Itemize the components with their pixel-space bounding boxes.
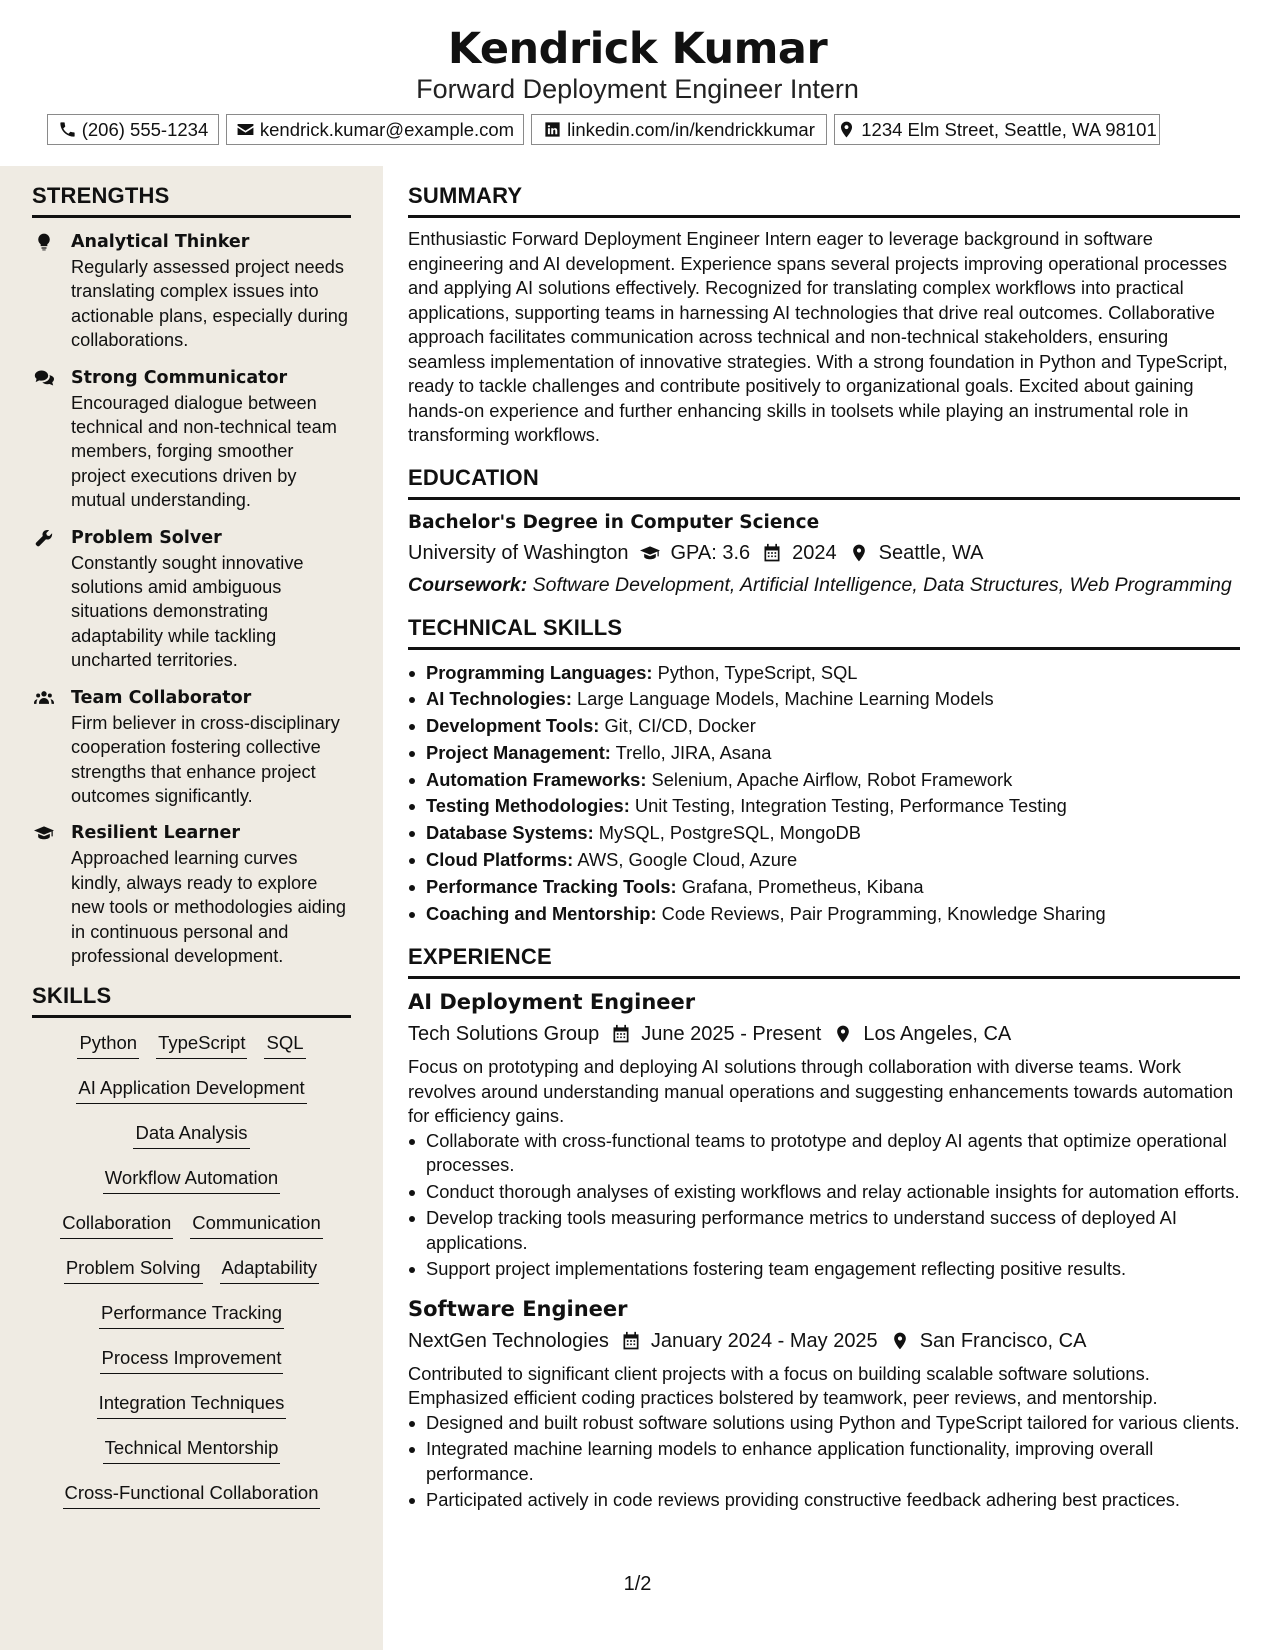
calendar-icon — [762, 543, 782, 563]
experience-heading: EXPERIENCE — [408, 943, 1240, 979]
candidate-role: Forward Deployment Engineer Intern — [416, 74, 859, 104]
skill-category: Programming Languages: — [426, 661, 653, 683]
skill-tag: Collaboration — [60, 1210, 173, 1239]
linkedin-text: linkedin.com/in/kendrickkumar — [567, 118, 815, 140]
education-heading: EDUCATION — [408, 464, 1240, 500]
list-item — [408, 847, 1240, 874]
strength-title: Analytical Thinker — [71, 232, 250, 252]
list-item: Develop tracking tools measuring performance metrics to understand success of deployed AI applications. — [408, 1206, 1240, 1255]
skill-tag: Workflow Automation — [103, 1165, 280, 1194]
sidebar — [0, 166, 383, 1650]
list-item — [408, 874, 1240, 901]
skill-category: Testing Methodologies: — [426, 795, 630, 817]
strength-item — [32, 821, 351, 968]
skill-tag: AI Application Development — [76, 1075, 306, 1104]
list-item — [408, 713, 1240, 740]
users-icon — [32, 688, 56, 708]
strengths-list — [32, 230, 351, 968]
technical-skills-section — [408, 614, 1240, 928]
list-item — [408, 686, 1240, 713]
lightbulb-icon — [32, 232, 56, 252]
candidate-name: Kendrick Kumar — [447, 24, 828, 74]
job-description: Contributed to significant client projects with a focus on building scalable software solutions. Emphasized efficient coding practices bolstered by teamwork, peer reviews, and mentorship. — [408, 1362, 1158, 1409]
list-item: Designed and built robust software solutions using Python and TypeScript tailored for various clients. — [408, 1411, 1240, 1436]
skills-list — [32, 1030, 351, 1525]
envelope-icon — [236, 120, 255, 139]
gpa: GPA: 3.6 — [670, 541, 751, 564]
strength-desc: Approached learning curves kindly, always ready to explore new tools or methodologies aiding in continuous personal and professional development. — [71, 848, 347, 966]
list-item — [408, 660, 1240, 687]
graduation-year: 2024 — [792, 541, 837, 564]
skill-values: Selenium, Apache Airflow, Robot Framework — [651, 768, 1013, 790]
map-marker-icon — [849, 543, 869, 563]
list-item — [408, 820, 1240, 847]
skill-category: Cloud Platforms: — [426, 849, 574, 871]
experience-section — [408, 943, 1240, 1513]
map-marker-icon — [837, 120, 856, 139]
list-item — [408, 901, 1240, 928]
list-item: Integrated machine learning models to enhance application functionality, improving overall performance. — [408, 1437, 1240, 1486]
company-name: Tech Solutions Group — [408, 1023, 600, 1046]
contact-linkedin[interactable] — [531, 114, 827, 145]
skill-values: AWS, Google Cloud, Azure — [577, 849, 798, 871]
map-marker-icon — [890, 1331, 910, 1351]
skill-category: Performance Tracking Tools: — [426, 875, 677, 897]
strength-desc: Firm believer in cross-disciplinary cooperation fostering collective strengths that enhance project outcomes significantly. — [71, 712, 340, 806]
summary-text: Enthusiastic Forward Deployment Engineer Intern eager to leverage background in software engineering and AI development. Experience spans several projects improving operational processes and applying AI solutions effectively. Recognized for translating complex workflows into practical applications, supporting teams in harnessing AI technologies that drive real outcomes. Collaborative approach facilitates communication across technical and non-technical stakeholders, ensuring seamless implementation of innovative strategies. With a strong foundation in Python and TypeScript, ready to tackle challenges and contribute positively to organizational goals. Excited about gaining hands-on experience and further enhancing skills in toolsets while playing an instrumental role in transforming workflows. — [408, 228, 1228, 445]
skill-tag: Cross-Functional Collaboration — [63, 1480, 321, 1509]
skills-heading: SKILLS — [32, 982, 351, 1018]
education-meta — [408, 538, 1240, 568]
skill-tag: Process Improvement — [100, 1345, 284, 1374]
wrench-icon — [32, 528, 56, 548]
skill-tag: Python — [77, 1030, 139, 1059]
email-text: kendrick.kumar@example.com — [259, 118, 515, 140]
skill-tag: TypeScript — [156, 1030, 247, 1059]
strength-title: Problem Solver — [71, 527, 222, 548]
contact-phone[interactable] — [47, 114, 219, 145]
strength-title: Team Collaborator — [71, 687, 252, 708]
technical-skills-heading: TECHNICAL SKILLS — [408, 614, 1240, 650]
skill-values: MySQL, PostgreSQL, MongoDB — [598, 822, 861, 844]
strength-title: Resilient Learner — [71, 823, 240, 844]
coursework-label: Coursework: — [408, 573, 528, 596]
skill-category: Coaching and Mentorship: — [426, 902, 657, 924]
job-title: AI Deployment Engineer — [408, 990, 696, 1015]
school-name: University of Washington — [408, 541, 629, 564]
graduation-cap-icon — [32, 823, 56, 843]
technical-skills-list — [408, 660, 1240, 928]
calendar-icon — [611, 1024, 631, 1044]
job-dates: January 2024 - May 2025 — [650, 1329, 878, 1352]
strength-item — [32, 230, 351, 353]
map-marker-icon — [833, 1024, 853, 1044]
skill-category: Development Tools: — [426, 715, 600, 737]
contact-bar — [47, 114, 1222, 145]
job-meta — [408, 1019, 1240, 1049]
resume-header — [0, 0, 1275, 166]
education-section — [408, 464, 1240, 598]
skill-tag: Technical Mentorship — [103, 1435, 281, 1464]
strength-desc: Encouraged dialogue between technical and non-technical team members, forging smoother project executions driven by mutual understanding. — [71, 392, 337, 511]
list-item: Support project implementations fostering team engagement reflecting positive results. — [408, 1257, 1240, 1282]
skill-tag: Integration Techniques — [97, 1390, 287, 1419]
coursework — [408, 573, 1240, 598]
phone-text: (206) 555-1234 — [81, 118, 209, 140]
skill-category: Project Management: — [426, 741, 611, 763]
strength-item — [32, 526, 351, 673]
list-item: Conduct thorough analyses of existing workflows and relay actionable insights for automation efforts. — [408, 1180, 1240, 1205]
strength-item — [32, 366, 351, 513]
comments-icon — [32, 368, 56, 388]
strengths-heading: STRENGTHS — [32, 182, 351, 218]
coursework-list: Software Development, Artificial Intelligence, Data Structures, Web Programming — [532, 573, 1232, 596]
skill-category: AI Technologies: — [426, 688, 572, 710]
skill-tag: Adaptability — [220, 1255, 320, 1284]
list-item: Participated actively in code reviews providing constructive feedback adhering best practices. — [408, 1488, 1240, 1513]
phone-icon — [58, 120, 77, 139]
skill-values: Large Language Models, Machine Learning Models — [577, 688, 994, 710]
job-location: San Francisco, CA — [919, 1329, 1087, 1352]
calendar-icon — [621, 1331, 641, 1351]
graduation-cap-icon — [640, 543, 660, 563]
skill-values: Code Reviews, Pair Programming, Knowledge Sharing — [661, 902, 1106, 924]
main-column — [408, 166, 1240, 1515]
skill-tag: Problem Solving — [64, 1255, 203, 1284]
skill-category: Automation Frameworks: — [426, 768, 647, 790]
list-item — [408, 767, 1240, 794]
skill-values: Python, TypeScript, SQL — [657, 661, 858, 683]
skill-tag: Performance Tracking — [99, 1300, 284, 1329]
skill-values: Grafana, Prometheus, Kibana — [681, 875, 924, 897]
list-item — [408, 793, 1240, 820]
job-meta — [408, 1326, 1240, 1356]
skill-tag: Communication — [190, 1210, 323, 1239]
strength-item — [32, 686, 351, 809]
summary-section — [408, 182, 1240, 448]
skill-values: Unit Testing, Integration Testing, Performance Testing — [634, 795, 1067, 817]
contact-address — [834, 114, 1160, 145]
degree-title: Bachelor's Degree in Computer Science — [408, 511, 820, 533]
list-item: Collaborate with cross-functional teams to prototype and deploy AI agents that optimize operational processes. — [408, 1129, 1240, 1178]
linkedin-icon — [543, 120, 562, 139]
job-dates: June 2025 - Present — [641, 1023, 822, 1046]
job-description: Focus on prototyping and deploying AI solutions through collaboration with diverse teams. Work revolves around understanding manual operations and suggesting enhancements towards automation for efficiency gains. — [408, 1056, 1234, 1127]
job-bullets — [408, 1411, 1240, 1513]
skill-values: Trello, JIRA, Asana — [615, 741, 772, 763]
list-item — [408, 740, 1240, 767]
strength-desc: Regularly assessed project needs translating complex issues into actionable plans, especially during collaborations. — [71, 257, 349, 351]
skill-values: Git, CI/CD, Docker — [604, 715, 756, 737]
strength-desc: Constantly sought innovative solutions amid ambiguous situations demonstrating adaptability while tackling uncharted territories. — [71, 552, 304, 671]
summary-heading: SUMMARY — [408, 182, 1240, 218]
address-text: 1234 Elm Street, Seattle, WA 98101 — [861, 118, 1157, 140]
job-title: Software Engineer — [408, 1296, 628, 1321]
company-name: NextGen Technologies — [408, 1329, 609, 1352]
job-bullets — [408, 1129, 1240, 1282]
job-location: Los Angeles, CA — [863, 1023, 1012, 1046]
skill-tag: SQL — [264, 1030, 305, 1059]
contact-email[interactable] — [226, 114, 524, 145]
page-number: 1/2 — [623, 1573, 652, 1595]
strength-title: Strong Communicator — [71, 367, 288, 388]
school-location: Seattle, WA — [878, 541, 984, 564]
skill-category: Database Systems: — [426, 822, 594, 844]
skill-tag: Data Analysis — [133, 1120, 249, 1149]
